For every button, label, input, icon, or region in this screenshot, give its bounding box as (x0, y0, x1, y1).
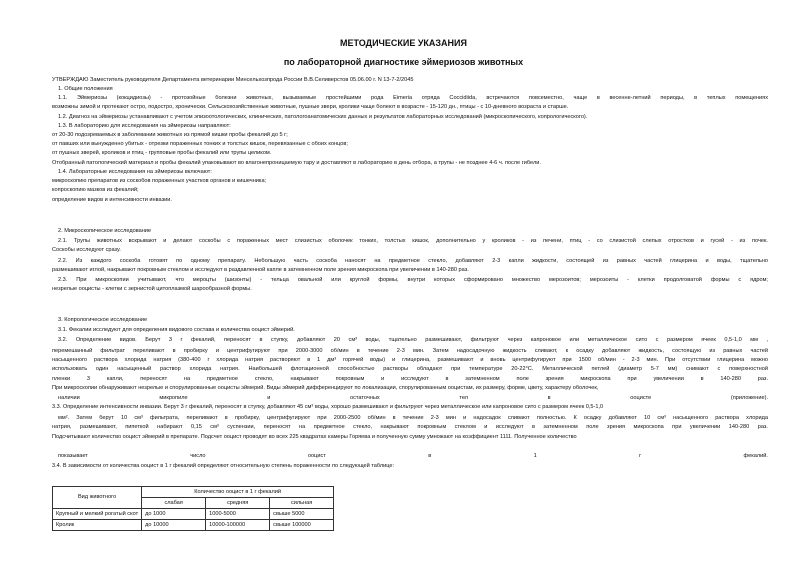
paragraph-line: использовать один насыщенный раствор хлорида натрия. Наибольшей флотационной способностью растворы обладают при температуре 20-22°С. Металлической петлей (диаметр 5-7 мм) снимают с поверхностной (52, 366, 768, 372)
paragraph-line: 3.2. Определение видов. Берут 3 г фекалий, переносят в ступку, добавляют 20 см³ воды, тщательно размешивают, фильтруют через капроновое или металлическое сито с размером ячеек 0,5-1,0 мм , (58, 337, 768, 343)
paragraph-line: перемешанный фильтрат переливают в пробирку и центрифугируют при 2000-3000 об/мин в течение 2-3 мин. Затем надосадочную жидкость сливают, к осадку добавляют жидкость, состоящую из равных частей (52, 348, 768, 354)
paragraph-line: мм². Затем берут 10 см³ фильтрата, переливают в пробирку, центрифугируют при 2000-2500 об/мин в течение 2-3 мин и надосадок сливают полностью. К осадку добавляют 10 см³ насыщенного раствора хлорида (58, 415, 768, 421)
list-item: копроскопию мазков из фекалий; (52, 187, 139, 193)
paragraph-line: натрия, размешивают, пипеткой набирают 0,15 см³ суспензии, переносят на предметное стекло, накрывают покровным стеклом и исследуют в затемненном поле зрения микроскопа при увеличении 140-280 раз. (52, 424, 768, 430)
paragraph-line: При микроскопии обнаруживают незрелые и спорулированные ооцисты эймерий. Виды эймерий дифференцируют по локализации, спорулированным ооцистам, их размеру, форме, цвету, характеру оболочек, (52, 385, 599, 391)
paragraph-line: Соскобы исследуют сразу. (52, 247, 121, 253)
table-cell: свыше 5000 (270, 509, 334, 520)
table-cell: 10000-100000 (206, 520, 270, 531)
table-row (53, 509, 334, 520)
section-heading-3: 3. Копрологическое исследование (58, 317, 148, 323)
paragraph-line: 1.3. В лабораторию для исследования на эймериозы направляют: (58, 123, 231, 129)
table-cell: Кролик (53, 520, 142, 531)
paragraph-line: 1.1. Эймериозы (кокцидиозы) - протозойные болезни животных, вызываемые простейшими рода Eimeria отряда Coccidiida, встречаются повсеместно, чаще в весенне-летний периоды, в теплых помещениях (58, 95, 768, 101)
paragraph-line: 2.2. Из каждого соскоба готовят по одному препарату. Небольшую часть соскоба наносят на предметное стекло, добавляют 2-3 капли жидкости, состоящей из равных частей глицерина и воды, тщательно (58, 258, 768, 264)
table-header-cell: Количество ооцист в 1 г фекалий (142, 487, 334, 498)
table-cell: 1000-5000 (206, 509, 270, 520)
table-header-cell: сильная (270, 498, 334, 509)
paragraph-line: 3.1. Фекалии исследуют для определения видового состава и количества ооцист эймерий. (58, 327, 295, 333)
paragraph-line: 3.4. В зависимости от количества ооцист в 1 г фекалий определяют относительную степень пораженности по следующей таблице: (52, 463, 395, 469)
infection-degree-table (52, 486, 334, 531)
list-item: от 20-30 подозреваемых в заболевании животных из прямой кишки пробы фекалий до 5 г; (52, 132, 288, 138)
section-heading-1: 1. Общие положения (58, 86, 113, 92)
table-header-row (53, 487, 334, 498)
list-item: определение видов и интенсивности инвазии. (52, 197, 172, 203)
table-cell: до 10000 (142, 520, 206, 531)
document-title: МЕТОДИЧЕСКИЕ УКАЗАНИЯ (340, 38, 467, 48)
paragraph-line: Подсчитывают количество ооцист эймерий в препарате. Подсчет ооцист проводят во всех 225 квадратах камеры Горяева и полученную сумму умножают на коэффициент 1111. Полученное количество (52, 434, 577, 440)
paragraph-line: Отобранный патологический материал и пробы фекалий упаковывают во влагонепроницаемую тару и доставляют в лабораторию в день отбора, а трупы - не позднее 4-6 ч. после гибели. (52, 160, 541, 166)
table-cell: свыше 100000 (270, 520, 334, 531)
paragraph-line: возможны зимой и протекают остро, подостро, хронически. Сельскохозяйственные животные, пушные звери, кролики чаще болеют в возрасте - 15-120 дн., птицы - с 10-дневного возраста и старше. (52, 104, 569, 110)
table-row (53, 520, 334, 531)
paragraph-line: незрелые ооцисты - клетки с зернистой цитоплазмой шарообразной формы. (52, 286, 252, 292)
document-subtitle: по лабораторной диагностике эймериозов животных (283, 57, 524, 67)
list-item: микроскопию препаратов из соскобов пораженных участков органов и кишечника; (52, 178, 267, 184)
paragraph-line: наличии микропиле и остаточных тел в ооцисте (приложение). (58, 395, 768, 401)
paragraph-line: размешивают иглой, накрывают покровным стеклом и исследуют в раздавленной капле в затемненном поле зрения микроскопа при увеличении в 140-280 раз. (52, 267, 469, 273)
table-cell: Крупный и мелкий рогатый скот (53, 509, 142, 520)
paragraph-line: насыщенного раствора хлорида натрия (380-400 г хлорида натрия растворяют в 1 дм³ горячей воды) и глицерина, размешивают и вновь центрифугируют при 1500 об/мин - 2-3 мин. При отсутствии глицерина можно (52, 357, 768, 363)
table-header-cell: Вид животного (53, 487, 142, 509)
paragraph-line: 2.1. Трупы животных вскрывают и делают соскобы с пораженных мест слизистых оболочек тонких, толстых кишок, дополнительно у кроликов - из печени, птиц - со слизистой слепых отростков и гусей - из почек. (58, 238, 768, 244)
section-heading-2: 2. Микроскопическое исследование (58, 228, 152, 234)
paragraph-line: пленки 3 капли, переносят на предметное стекло, накрывают покровным и исследуют в затемненном поле зрения микроскопа при увеличении в 140-280 раз. (52, 376, 768, 382)
table-cell: до 1000 (142, 509, 206, 520)
table-header-cell: слабая (142, 498, 206, 509)
table-header-cell: средняя (206, 498, 270, 509)
paragraph-line: 3.3. Определение интенсивности инвазии. Берут 3 г фекалий, переносят в ступку, добавляют 45 см³ воды, хорошо размешивают и фильтруют через металлическое или капроновое сито с размером ячеек 0,5-1,0 (52, 404, 604, 410)
list-item: от павших или вынужденно убитых - отрезки пораженных тонких и толстых кишок, перевязанные с обоих концов; (52, 141, 348, 147)
paragraph-line: 2.3. При микроскопии учитывают, что мероцты (шизонты) - тельца овальной или круглой формы, внутри которых сформировано множество мерозоитов; мерозоиты - клетки продолговатой формы с ядром; (58, 277, 768, 283)
paragraph-line: 1.4. Лабораторные исследования на эймериозы включают: (58, 169, 212, 175)
approval-line: УТВЕРЖДАЮ Заместитель руководителя Департамента ветеринарии Минсельхозпрода России В.В.Селиверстов 05.06.00 г. N 13-7-2/2045 (52, 77, 414, 83)
list-item: от пушных зверей, кроликов и птиц - групповые пробы фекалий или трупы целиком. (52, 150, 272, 156)
paragraph-line: показывает число ооцист в 1 г фекалий. (58, 453, 768, 459)
paragraph-line: 1.2. Диагноз на эймериозы устанавливают с учетом эпизоотологических, клинических, патологоанатомических данных и результатов лабораторных исследований (микроскопического, копрологического). (58, 114, 588, 120)
